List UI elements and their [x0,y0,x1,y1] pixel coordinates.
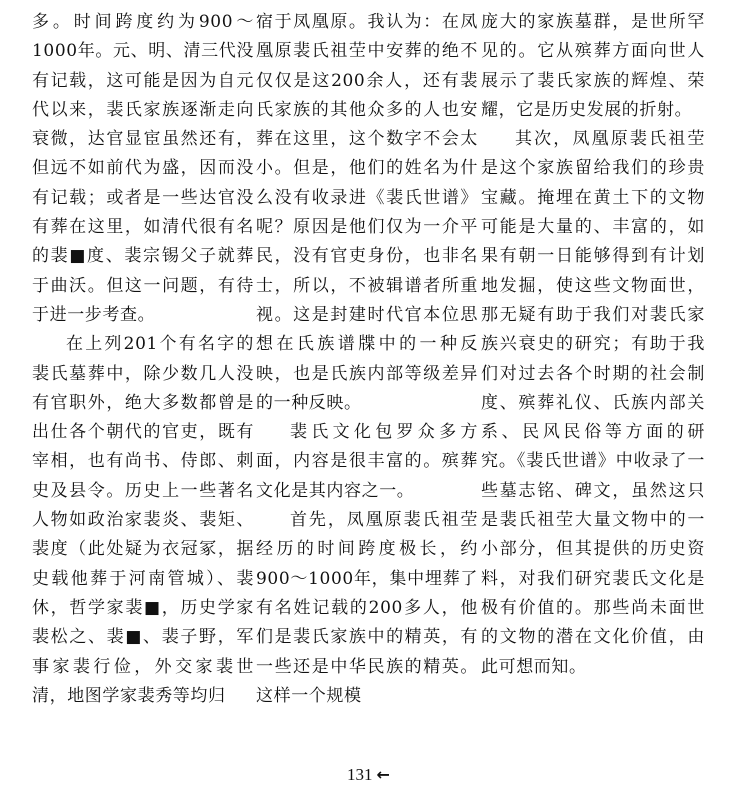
page-number: 131 [347,765,373,784]
paragraph: 首先，凤凰原裴氏祖茔经历的时间跨度极长，约900～1000年，集中埋葬了有名姓记载的200多人，他们是裴氏家族中的精英，有一些还是中华民族的精英。这样一个规模 [256,510,478,706]
left-arrow-icon: ← [376,765,390,784]
text-column-2 [256,8,478,711]
paragraph: 在上列201个有名字的裴氏墓葬中，除少数几人没有官职外，绝大多数都曾是出仕各个朝代的官吏，既有宰相，也有尚书、侍郎、刺史及县令。历史上一些著名人物如政治家裴炎、裴矩、裴度（此处疑为衣冠冢，据史载他葬于河南管城）、裴休，哲学家裴■，历史学家裴松之、裴■、裴子野，军事家裴行俭，外交家裴世清，地图学家裴秀等均归 [32,334,254,706]
page-footer [0,765,737,785]
text-column-1 [32,8,254,711]
paragraph: 其次，凤凰原裴氏祖茔是这个家族留给我们的珍贵宝藏。掩埋在黄土下的文物可能是大量的、丰富的，如果有朝一日能够得到有计划地发掘，使这些文物面世，那无疑有助于我们对裴氏家族兴衰史的研究；有助于我们对过去各个时期的社会制度、殡葬礼仪、氏族内部关系、民风民俗等方面的研究。《裴氏世谱》中收录了一些墓志铭、碑文，虽然这只是裴氏祖茔大量文物中的一小部分，但其提供的历史资料，对我们研究裴氏文化是极有价值的。那些尚未面世的文物的潜在文化价值，由此可想而知。 [481,129,705,677]
paragraph: 裴氏文化包罗众多方面，内容是很丰富的。殡葬文化是其内容之一。 [256,422,478,501]
paragraph: 宿于凤凰原。我认为：在凤凰原裴氏祖茔中安葬的绝不仅仅是这200余人，还有裴氏家族的其他众多的人也安葬在这里，这个数字不会太小。但是，他们的姓名为什么没有收录进《裴氏世谱》呢？原因是他们仅为一介平民，没有官吏身份，也非名士，所以，不被辑谱者所重视。这是封建时代官本位思想在氏族谱牒中的一种反映，也是氏族内部等级差异的一种反映。 [256,12,478,413]
paragraph: 庞大的家族墓群，是世所罕见的。它从殡葬方面向世人展示了裴氏家族的辉煌、荣耀，它是历史发展的折射。 [481,12,705,120]
paragraph: 多。时间跨度约为900～1000年。元、明、清三代没有记载，这可能是因为自元代以来，裴氏家族逐渐走向衰微，达官显宦虽然还有，但远不如前代为盛，因而没有记载；或者是一些达官没有葬在这里，如清代很有名的裴■度、裴宗锡父子就葬于曲沃。但这一问题，有待于进一步考查。 [32,12,254,325]
text-column-3 [481,8,705,682]
